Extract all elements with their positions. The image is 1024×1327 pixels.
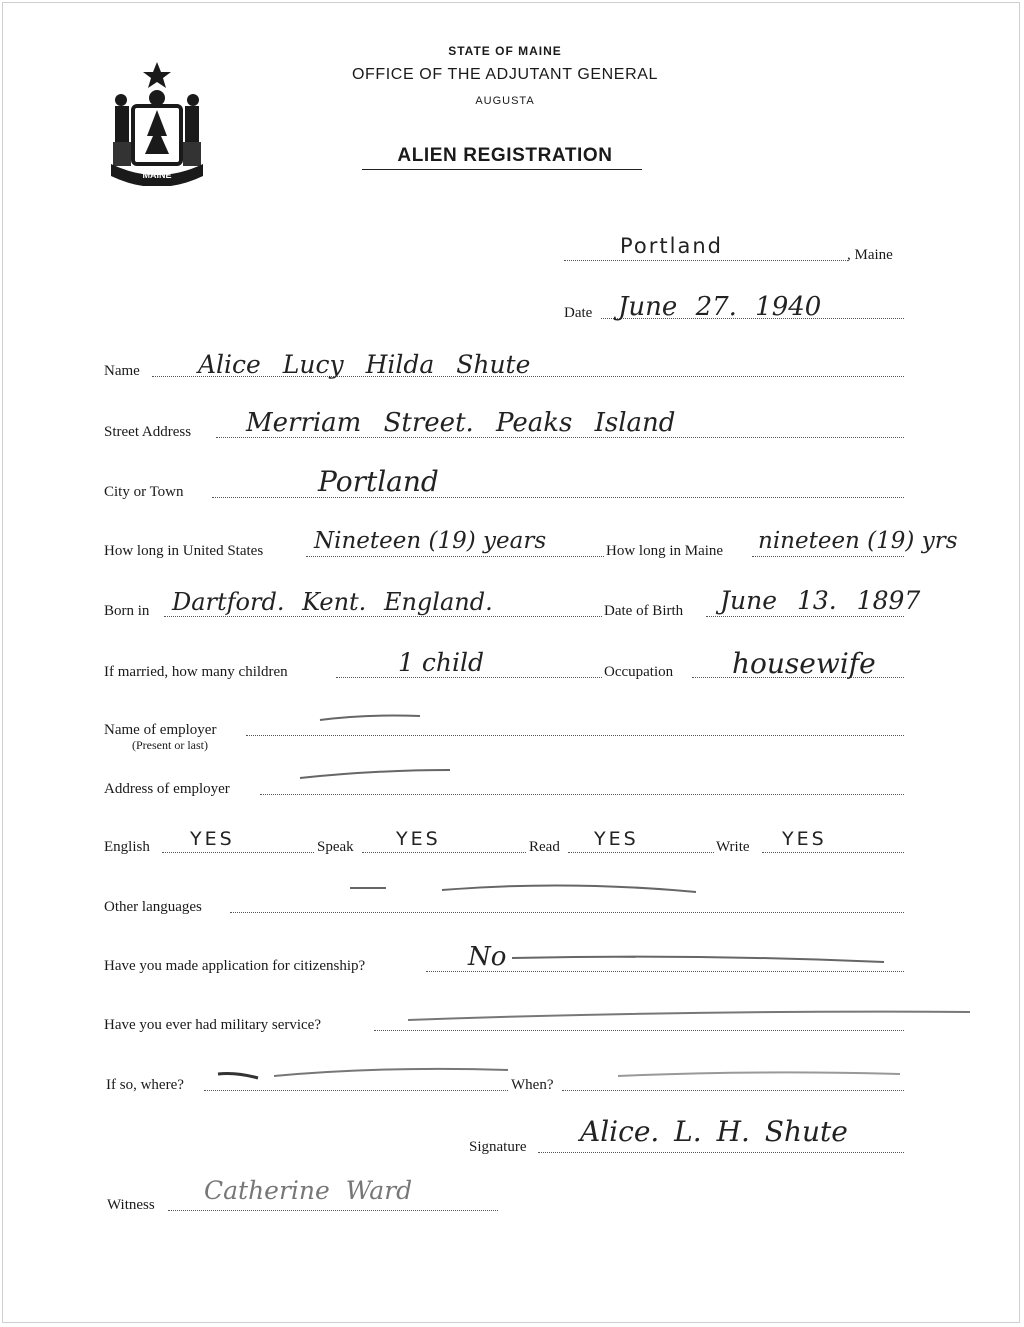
- signature-label: Signature: [469, 1139, 527, 1155]
- employer-blank-dash: [316, 710, 426, 724]
- witness-value: Catherine Ward: [204, 1176, 413, 1205]
- military-blank-dash: [404, 1004, 974, 1024]
- dob-line: [706, 616, 904, 617]
- city-label: City or Town: [104, 484, 184, 500]
- when-label: When?: [511, 1077, 554, 1093]
- employer-address-line: [260, 794, 904, 795]
- street-label: Street Address: [104, 424, 192, 440]
- occupation-label: Occupation: [604, 664, 674, 680]
- signature-line: [538, 1152, 904, 1153]
- other-languages-label: Other languages: [104, 899, 202, 915]
- name-label: Name: [104, 363, 140, 379]
- speak-label: Speak: [317, 839, 354, 855]
- header-city: AUGUSTA: [475, 95, 535, 107]
- maine-duration-line: [752, 556, 904, 557]
- signature-value: Alice. L. H. Shute: [580, 1115, 848, 1148]
- where-blank-dash: [214, 1064, 514, 1084]
- english-label: English: [104, 839, 150, 855]
- form-title: ALIEN REGISTRATION: [397, 145, 613, 166]
- place-value: Portland: [620, 234, 723, 258]
- read-line: [568, 852, 714, 853]
- employer-line: [246, 735, 904, 736]
- read-value: YES: [594, 828, 639, 850]
- born-in-line: [164, 616, 602, 617]
- born-in-label: Born in: [104, 603, 150, 619]
- place-line: [564, 260, 848, 261]
- witness-label: Witness: [107, 1197, 155, 1213]
- other-languages-line: [230, 912, 904, 913]
- maine-duration-value: nineteen (19) yrs: [758, 528, 958, 554]
- read-label: Read: [529, 839, 560, 855]
- military-label: Have you ever had military service?: [104, 1017, 321, 1033]
- when-blank-dash: [614, 1064, 904, 1084]
- children-label: If married, how many children: [104, 664, 288, 680]
- street-value: Merriam Street. Peaks Island: [246, 408, 676, 438]
- dob-value: June 13. 1897: [720, 586, 921, 615]
- citizenship-label: Have you made application for citizenship?: [104, 958, 366, 974]
- city-line: [212, 497, 904, 498]
- employer-address-label: Address of employer: [104, 781, 230, 797]
- us-duration-line: [306, 556, 604, 557]
- citizenship-dash: [508, 952, 888, 966]
- maine-duration-label: How long in Maine: [606, 543, 724, 559]
- seal-banner-text: MAINE: [142, 170, 172, 180]
- children-line: [336, 677, 602, 678]
- name-value: Alice Lucy Hilda Shute: [198, 350, 531, 379]
- when-line: [562, 1090, 904, 1091]
- born-in-value: Dartford. Kent. England.: [172, 588, 493, 616]
- dob-label: Date of Birth: [604, 603, 684, 619]
- date-label: Date: [564, 305, 593, 321]
- employer-sublabel: (Present or last): [132, 738, 208, 752]
- city-value: Portland: [318, 465, 439, 498]
- place-label: , Maine: [847, 247, 893, 263]
- children-value: 1 child: [398, 648, 484, 677]
- witness-line: [168, 1210, 498, 1211]
- other-languages-blank-dash: [346, 878, 706, 898]
- header-office: OFFICE OF THE ADJUTANT GENERAL: [351, 66, 659, 83]
- where-line: [204, 1090, 508, 1091]
- write-line: [762, 852, 904, 853]
- title-underline: [362, 169, 642, 170]
- write-value: YES: [782, 828, 827, 850]
- date-value: June 27. 1940: [618, 292, 822, 322]
- military-line: [374, 1030, 904, 1031]
- occupation-value: housewife: [732, 647, 876, 680]
- citizenship-value: No: [468, 942, 507, 972]
- english-value: YES: [190, 828, 235, 850]
- speak-value: YES: [396, 828, 441, 850]
- employer-label: Name of employer: [104, 722, 217, 738]
- where-label: If so, where?: [106, 1077, 184, 1093]
- speak-line: [362, 852, 526, 853]
- english-line: [162, 852, 314, 853]
- header-state: STATE OF MAINE: [448, 44, 562, 58]
- us-duration-label: How long in United States: [104, 543, 264, 559]
- write-label: Write: [716, 839, 750, 855]
- us-duration-value: Nineteen (19) years: [314, 528, 547, 554]
- employer-address-blank-dash: [296, 766, 456, 782]
